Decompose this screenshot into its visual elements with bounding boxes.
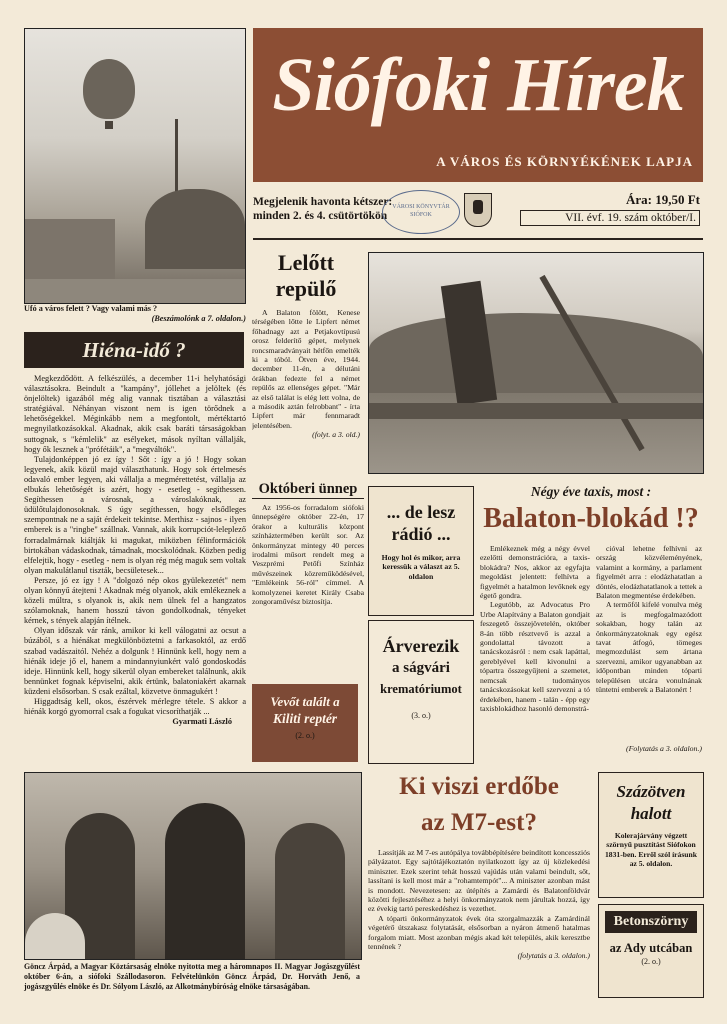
balaton-paragraph: Emlékeznek még a négy évvel ezelőtti demonstrációra, a taxis-blokádra? Nos, akkor az egyfajta megoldást jelentett: felhívta a figyelmét a hatalmon levőknek egy égető gondra. bbox=[480, 544, 590, 601]
balaton-cont: (Folytatás a 3. oldalon.) bbox=[625, 744, 702, 753]
trees-shape bbox=[145, 189, 245, 269]
wreck-hill-shape bbox=[369, 313, 703, 393]
hiena-author: Gyarmati László bbox=[172, 717, 232, 727]
coat-of-arms-icon bbox=[464, 193, 492, 227]
balaton-paragraph: A termőföl kifelé vonulva még az is megfogalmazódott sokakban, hogy talán az önkormányzatoknak egy egész tavat átfogó, tömeges megmozdulást sem ártana szervezni, amikor ugyanabban az időpontban minden tóparti településen utcára vonulnának tüntetni emberek a Balatonért ! bbox=[596, 600, 702, 695]
m7-cont: (folytatás a 3. oldalon.) bbox=[517, 951, 590, 961]
lelott-article bbox=[252, 308, 360, 468]
issue-info: VII. évf. 19. szám október/I. bbox=[520, 210, 700, 226]
radio-line2: rádió ... bbox=[391, 524, 451, 544]
ufo-caption-line1: Ufó a város felett ? Vagy valami más ? bbox=[24, 304, 158, 313]
masthead bbox=[253, 28, 703, 182]
m7-paragraph: Lassítják az M 7-es autópálya továbbépítésére beindított koncessziós pályázatot. Egy sajtótájékoztatón nyilatkozott így az új közlekedési miniszter. Ezek szerint tehát hosszú vajúdás után valami beindult, sőt, lassítani is kell most már a "rohamtempót"... A miniszter azonban mást is mondott. Nevezetesen: az útépítés a Zamárdi és Balatonföldvár közötti fejlesztéséhez a helyi önkormányzatok nem járultak hozzá, így ez évekig tartó pereskedéshez is vezethet. bbox=[368, 848, 590, 914]
lelott-cont: (folyt. a 3. old.) bbox=[312, 430, 360, 440]
szazotven-box bbox=[598, 772, 704, 898]
balaton-paragraph: Legutóbb, az Advocatus Pro Urbe Alapítvány a Balaton gondjait feszegető összejövetelén, október 8-án több résztvevő is azzal a gondolattal távozott a tanácskozásról : nem csak lapáttal, gereblyével kell kivonulni a tópartra összegyűjteni a szemetet, nemcsak tudományos tanácskozásokat kell szervezni a tó érdekében, hanem - talán - épp egy taxisblokádhoz hasonló demonstrá- bbox=[480, 600, 590, 713]
lelott-paragraph: A Balaton fölött, Kenese térségében lőtte le Lipfert német főhadnagy azt a Petjakovtípusú orosz felderítő gépet, melynek roncsmaradványait hétfőn emelték ki a tóból. Ötven éve, 1944. december 11-én, a délutáni órákban fedezte fel a német repülős az ellenséges gépet. "Már az első találat is elég lett volna, de a második aztán felrobbant" - írta Lipfert már fennmaradt jelentésében. bbox=[252, 308, 360, 430]
radio-line1: ... de lesz bbox=[386, 502, 456, 522]
szazotven-line2: halott bbox=[630, 804, 672, 823]
balaton-col1 bbox=[480, 544, 590, 766]
hiena-paragraph: Persze, jó ez így ! A "dolgozó nép okos gyülekezetét" nem olyan könnyű átejteni ! Akadnak még olyanok, akik emlékeznek a közeli múltra, s olyanok is, akik nem ülnek fel a hangzatos szólamoknak, hanem hosszú távon gondolkodnak, tényeket kérnek, s tények alapján ítélnek. bbox=[24, 575, 246, 626]
balloon-shape bbox=[83, 59, 135, 119]
hiena-paragraph: Olyan időszak vár ránk, amikor ki kell válogatni az ocsut a búzából, s a hiénákat megkülönböztetni a farkasoktól, az erdő szabad vadászaitól. Nehéz a dolgunk ! Hinnünk kell, hogy nem a hiénák ideje jő el, hanem a mindannyiunkért való gondoskodás ideje. Hinnünk kell, hogy sikerül olyan embereket találnunk, akik bennünket fognak képviselni, akik értünk, balatoniakért akarnak küzdeni elsősorban. S csak ezáltal, közvetve önmagukért ! bbox=[24, 626, 246, 696]
szazotven-text: Kolerajárvány végzett szörnyű pusztítást Siófokon 1831-ben. Erről szól írásunk az 5. oldalon. bbox=[605, 831, 697, 869]
vevo-box bbox=[252, 684, 358, 762]
balaton-headline: Balaton-blokád !? bbox=[483, 503, 699, 534]
wreck-photo bbox=[368, 252, 704, 474]
m7-article bbox=[368, 848, 590, 998]
balaton-kicker: Négy éve taxis, most : bbox=[530, 484, 652, 499]
vevo-ref: (2. o.) bbox=[295, 731, 315, 740]
masthead-title: Siófoki Hírek bbox=[272, 43, 684, 127]
beton-line2: az Ady utcában bbox=[609, 941, 693, 955]
beton-line1-bar bbox=[605, 911, 697, 933]
hiena-headline-bar bbox=[24, 332, 244, 368]
ufo-caption bbox=[24, 304, 246, 324]
m7-headline-1: Ki viszi erdőbe bbox=[399, 773, 559, 800]
oktoberi-headline: Októberi ünnep bbox=[252, 480, 364, 499]
balaton-col2 bbox=[596, 544, 702, 744]
price: Ára: 19,50 Ft bbox=[625, 192, 700, 207]
ufo-photo bbox=[24, 28, 246, 304]
arverezik-ref: (3. o.) bbox=[411, 711, 431, 720]
szazotven-line1: Százötven bbox=[616, 782, 686, 801]
beton-ref: (2. o.) bbox=[641, 957, 661, 966]
lelott-box bbox=[252, 244, 360, 476]
oktoberi-section bbox=[252, 480, 364, 670]
hiena-paragraph: Higgadtság kell, okos, észérvek mérlegre tétele. S akkor a hiénák korgó gyomorral csak a fogukat vicsoríthatják ... bbox=[24, 697, 246, 717]
balloon-basket bbox=[105, 121, 113, 129]
vevo-line1: Vevőt talált a bbox=[270, 694, 340, 709]
schedule-line1: Megjelenik havonta kétszer: bbox=[253, 196, 393, 208]
lelott-headline-2: repülő bbox=[275, 276, 337, 301]
beton-box bbox=[598, 904, 704, 998]
road-shape bbox=[25, 279, 245, 303]
balaton-paragraph: cióval lehetne felhívni az ország közvéleményének, valamint a kormány, a parlament figyelmét arra : elodázhatatlan a döntés, elodázhatatlanok a tettek a Balaton megmentése érdekében. bbox=[596, 544, 702, 601]
person-2-shape bbox=[165, 803, 245, 959]
jetty-shape bbox=[369, 403, 703, 419]
radio-text: Hogy hol és mikor, arra keressük a választ az 5. oldalon bbox=[381, 553, 461, 581]
lelott-headline-1: Lelőtt bbox=[277, 250, 335, 275]
hiena-paragraph: Tulajdonképpen jó ez így ! Sőt : így a jó ! Hogy sokan legyenek, akik közül majd választhatunk. Hogy sok értelmesés odavaló ember legyen, aki vállalja a megmérettetést, vállalja az elbukás lehetőségét is azért, hogy - esetleg - segíthessen. Segíthessen a városnak, a városlakóknak, az üdülőtulajdonosoknak. S úgy segíthessen, hogy elsődleges szempontnak ne a saját érdekeit tekintse. Merthisz - sajnos - ilyen emberek is a "ringbe" szállnak. Vannak, akik korrupciót-leleplező forradalmárnak kiáltják ki magukat, miközben félinformációk birtokában vádaskodnak, támadnak, mocskolódnak. Közben pedig elfelejtik, hogy - esetleg - nem is olyan rég még maguk sem voltak olyan makulátlanul tiszták, becsületesek... bbox=[24, 454, 246, 575]
radio-box bbox=[368, 486, 474, 616]
m7-headline-2: az M7-est? bbox=[421, 809, 537, 836]
person-3-shape bbox=[275, 823, 345, 959]
schedule-line2: minden 2. és 4. csütörtökön bbox=[253, 210, 388, 222]
ufo-caption-line2: (Beszámolónk a 7. oldalon.) bbox=[151, 314, 246, 323]
arverezik-line3: krematóriumot bbox=[380, 682, 462, 696]
library-stamp-text: VÁROSI KÖNYVTÁR SIÓFOK bbox=[392, 204, 450, 218]
vevo-line2: Kiliti reptér bbox=[272, 711, 338, 726]
gonc-caption: Göncz Árpád, a Magyar Köztársaság elnöke nyitotta meg a háromnapos II. Magyar Jogászgyűlést október 6-án, a siófoki Szállodasoron. Felvételünkön Göncz Árpád, Dr. Horváth Jenő, a jogászgyűlés elnöke és Dr. Sólyom László, az Alkotmánybíróság elnöke társaságában. bbox=[24, 962, 360, 991]
masthead-subtitle: A VÁROS ÉS KÖRNYÉKÉNEK LAPJA bbox=[436, 154, 693, 169]
hiena-article bbox=[24, 374, 246, 760]
arverezik-line1: Árverezik bbox=[382, 636, 460, 656]
beton-line1: Betonszörny bbox=[613, 914, 689, 929]
hiena-headline: Hiéna-idő ? bbox=[82, 338, 186, 362]
oktoberi-paragraph: Az 1956-os forradalom siófoki ünnepségére október 22-én, 17 órakor a kulturális központ színháztermében került sor. Az önkormányzat mintegy 40 perces irodalmi műsort rendelt meg a Veszprémi Petőfi Színház művészeinek közreműködésével, "Emlékeink 56-ról" címmel. A komolyzenei keretet Király Csaba zongoraművész biztosítja. bbox=[252, 503, 364, 607]
arverezik-box bbox=[368, 620, 474, 764]
hiena-paragraph: Megkezdődött. A felkészülés, a december 11-i helyhatósági választásokra. Beindult a "kampány", jóllehet a jelöltek (és önjelöltek) igazából még alig vannak tisztában a választási stratégiával. Néhányan viszont nem is igen törődnek a lehetőségekkel. Méginkább nem a megfontolt, mértéktartó megnyilatkozásokkal. Akadnak, akik csak baráti társaságokban suttognak, s "kémlelik" az esélyeket, mások nyíltan vállalják, hogy ők lesznek a "prófétáik", a "megváltók". bbox=[24, 374, 246, 454]
m7-paragraph: A tóparti önkormányzatok évek óta szorgalmazzák a Zamárdinál végetérő útszakasz folytatását, elsősorban a nyáron átmenő hatalmas forgalom miatt. Most azonban mégis akad két település, akik keresztbe tennének ? bbox=[368, 913, 590, 952]
library-stamp bbox=[382, 190, 460, 234]
masthead-rule bbox=[253, 238, 703, 240]
oktoberi-article bbox=[252, 503, 364, 663]
gonc-photo bbox=[24, 772, 362, 960]
arverezik-line2: a ságvári bbox=[392, 660, 450, 676]
